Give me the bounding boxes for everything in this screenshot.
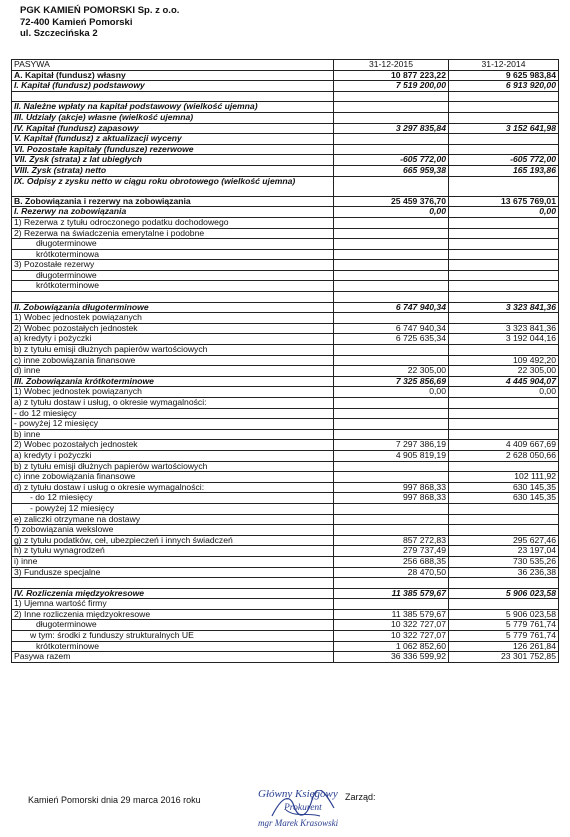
table-row <box>12 155 559 166</box>
row-value-2014 <box>449 281 559 292</box>
table-row <box>12 70 559 81</box>
row-value-2015: 279 737,49 <box>334 546 449 557</box>
row-label: b) z tytułu emisji dłużnych papierów wartościowych <box>12 345 334 356</box>
row-value-2014 <box>449 345 559 356</box>
row-value-2014: -605 772,00 <box>449 155 559 166</box>
table-row <box>12 556 559 567</box>
row-value-2015 <box>334 176 449 196</box>
row-label: c) inne zobowiązania finansowe <box>12 472 334 483</box>
row-label: VIII. Zysk (strata) netto <box>12 165 334 176</box>
row-label: IV. Kapitał (fundusz) zapasowy <box>12 123 334 134</box>
row-value-2015 <box>334 292 449 303</box>
row-value-2014: 3 323 841,36 <box>449 302 559 313</box>
row-value-2015: 4 905 819,19 <box>334 450 449 461</box>
table-row <box>12 123 559 134</box>
row-value-2014 <box>449 217 559 228</box>
table-row <box>12 281 559 292</box>
row-label: 1) Wobec jednostek powiązanych <box>12 313 334 324</box>
table-row <box>12 631 559 642</box>
row-value-2014 <box>449 91 559 102</box>
row-label: b) z tytułu emisji dłużnych papierów wartościowych <box>12 461 334 472</box>
row-label: 2) Inne rozliczenia międzyokresowe <box>12 609 334 620</box>
table-row <box>12 196 559 207</box>
row-label: c) inne zobowiązania finansowe <box>12 355 334 366</box>
row-value-2014 <box>449 112 559 123</box>
row-value-2014: 730 535,26 <box>449 556 559 567</box>
row-label: krótkoterminowe <box>12 641 334 652</box>
table-row <box>12 366 559 377</box>
row-value-2014: 5 906 023,58 <box>449 609 559 620</box>
row-value-2015 <box>334 599 449 610</box>
row-value-2015: 997 868,33 <box>334 482 449 493</box>
table-row <box>12 450 559 461</box>
table-row <box>12 81 559 92</box>
row-value-2015 <box>334 525 449 536</box>
row-label: 2) Rezerwa na świadczenia emerytalne i podobne <box>12 228 334 239</box>
row-label: d) z tytułu dostaw i usług o okresie wymagalności: <box>12 482 334 493</box>
table-row <box>12 620 559 631</box>
row-label: g) z tytułu podatków, ceł, ubezpieczeń i innych świadczeń <box>12 535 334 546</box>
row-value-2015: 10 322 727,07 <box>334 631 449 642</box>
table-row <box>12 207 559 218</box>
row-label <box>12 292 334 303</box>
row-value-2015 <box>334 134 449 145</box>
row-value-2015 <box>334 578 449 589</box>
row-value-2014: 23 197,04 <box>449 546 559 557</box>
row-value-2014: 5 906 023,58 <box>449 588 559 599</box>
row-value-2014: 3 152 641,98 <box>449 123 559 134</box>
row-value-2014: 3 323 841,36 <box>449 323 559 334</box>
row-value-2014: 102 111,92 <box>449 472 559 483</box>
table-row <box>12 239 559 250</box>
row-label: VII. Zysk (strata) z lat ubiegłych <box>12 155 334 166</box>
row-label: V. Kapitał (fundusz) z aktualizacji wyceny <box>12 134 334 145</box>
row-value-2015: 7 325 856,69 <box>334 376 449 387</box>
table-row <box>12 525 559 536</box>
row-value-2014 <box>449 514 559 525</box>
row-value-2014: 36 236,38 <box>449 567 559 578</box>
row-value-2015 <box>334 355 449 366</box>
row-value-2015 <box>334 345 449 356</box>
row-value-2015: 6 725 635,34 <box>334 334 449 345</box>
row-value-2014 <box>449 292 559 303</box>
row-label: III. Udziały (akcje) własne (wielkość ujemna) <box>12 112 334 123</box>
row-value-2014 <box>449 419 559 430</box>
row-value-2015 <box>334 102 449 113</box>
row-value-2015: 0,00 <box>334 207 449 218</box>
table-row <box>12 292 559 303</box>
row-value-2014: 22 305,00 <box>449 366 559 377</box>
row-value-2015 <box>334 228 449 239</box>
row-label: 1) Rezerwa z tytułu odroczonego podatku dochodowego <box>12 217 334 228</box>
row-value-2014: 3 192 044,16 <box>449 334 559 345</box>
row-value-2015 <box>334 503 449 514</box>
row-value-2015 <box>334 429 449 440</box>
table-row <box>12 440 559 451</box>
header-2014: 31-12-2014 <box>449 60 559 71</box>
row-label: A. Kapitał (fundusz) własny <box>12 70 334 81</box>
row-label: IX. Odpisy z zysku netto w ciągu roku obrotowego (wielkość ujemna) <box>12 176 334 196</box>
row-value-2014 <box>449 144 559 155</box>
table-row <box>12 493 559 504</box>
row-value-2015: 0,00 <box>334 387 449 398</box>
row-label: krótkoterminowa <box>12 249 334 260</box>
table-row <box>12 345 559 356</box>
row-value-2014: 5 779 761,74 <box>449 631 559 642</box>
company-header <box>20 5 179 40</box>
stamp-line-1: Główny Księgowy <box>258 788 338 800</box>
table-row <box>12 609 559 620</box>
row-label: 3) Fundusze specjalne <box>12 567 334 578</box>
row-value-2015 <box>334 217 449 228</box>
table-row <box>12 514 559 525</box>
row-label: 2) Wobec pozostałych jednostek <box>12 323 334 334</box>
row-value-2014: 13 675 769,01 <box>449 196 559 207</box>
row-label: IV. Rozliczenia międzyokresowe <box>12 588 334 599</box>
row-label: h) z tytułu wynagrodzeń <box>12 546 334 557</box>
row-value-2014: 630 145,35 <box>449 493 559 504</box>
row-value-2014: 5 779 761,74 <box>449 620 559 631</box>
table-row <box>12 355 559 366</box>
table-row <box>12 387 559 398</box>
row-value-2015: 7 519 200,00 <box>334 81 449 92</box>
table-row <box>12 567 559 578</box>
row-value-2014 <box>449 408 559 419</box>
row-value-2015 <box>334 461 449 472</box>
row-value-2015 <box>334 281 449 292</box>
table-row <box>12 260 559 271</box>
row-label: - do 12 miesięcy <box>12 408 334 419</box>
table-row <box>12 313 559 324</box>
row-value-2014 <box>449 176 559 196</box>
row-label: f) zobowiązania wekslowe <box>12 525 334 536</box>
table-row <box>12 165 559 176</box>
row-label: VI. Pozostałe kapitały (fundusze) rezerwowe <box>12 144 334 155</box>
row-value-2014: 0,00 <box>449 207 559 218</box>
table-row <box>12 599 559 610</box>
row-label: 2) Wobec pozostałych jednostek <box>12 440 334 451</box>
row-value-2014 <box>449 260 559 271</box>
table-row <box>12 419 559 430</box>
row-value-2015: 25 459 376,70 <box>334 196 449 207</box>
table-row <box>12 270 559 281</box>
row-value-2015: 22 305,00 <box>334 366 449 377</box>
table-row <box>12 102 559 113</box>
table-row <box>12 535 559 546</box>
table-row <box>12 334 559 345</box>
row-label: a) kredyty i pożyczki <box>12 334 334 345</box>
row-value-2014: 0,00 <box>449 387 559 398</box>
row-label <box>12 91 334 102</box>
balance-sheet-table <box>11 59 559 663</box>
table-header-row <box>12 60 559 71</box>
row-value-2014 <box>449 270 559 281</box>
row-label: I. Kapitał (fundusz) podstawowy <box>12 81 334 92</box>
row-value-2014: 165 193,86 <box>449 165 559 176</box>
row-label: 3) Pozostałe rezerwy <box>12 260 334 271</box>
row-value-2015 <box>334 419 449 430</box>
table-row <box>12 429 559 440</box>
table-row <box>12 546 559 557</box>
row-value-2014 <box>449 578 559 589</box>
row-value-2015: 11 385 579,67 <box>334 588 449 599</box>
row-value-2015: 10 322 727,07 <box>334 620 449 631</box>
row-value-2015 <box>334 144 449 155</box>
table-row <box>12 134 559 145</box>
row-label: długoterminowe <box>12 239 334 250</box>
table-row <box>12 144 559 155</box>
row-label: II. Należne wpłaty na kapitał podstawowy (wielkość ujemna) <box>12 102 334 113</box>
row-value-2014 <box>449 313 559 324</box>
row-label: długoterminowe <box>12 270 334 281</box>
row-value-2014: 2 628 050,66 <box>449 450 559 461</box>
row-label: I. Rezerwy na zobowiązania <box>12 207 334 218</box>
row-label: B. Zobowiązania i rezerwy na zobowiązania <box>12 196 334 207</box>
row-value-2014: 630 145,35 <box>449 482 559 493</box>
row-value-2014: 295 627,46 <box>449 535 559 546</box>
table-row <box>12 323 559 334</box>
stamp-line-2: Prokurent <box>284 803 322 813</box>
row-value-2014: 4 445 904,07 <box>449 376 559 387</box>
table-body <box>12 60 559 663</box>
row-value-2015: 857 272,83 <box>334 535 449 546</box>
signature-icon <box>268 790 338 824</box>
row-value-2015 <box>334 239 449 250</box>
table-row <box>12 408 559 419</box>
table-row <box>12 176 559 196</box>
row-value-2014 <box>449 429 559 440</box>
row-value-2015 <box>334 249 449 260</box>
table-row <box>12 503 559 514</box>
table-row <box>12 249 559 260</box>
table-row <box>12 398 559 409</box>
row-value-2014 <box>449 249 559 260</box>
row-value-2015 <box>334 260 449 271</box>
table-row <box>12 588 559 599</box>
row-value-2015 <box>334 112 449 123</box>
row-label: b) inne <box>12 429 334 440</box>
row-label: 1) Ujemna wartość firmy <box>12 599 334 610</box>
header-pasywa: PASYWA <box>12 60 334 71</box>
row-label: III. Zobowiązania krótkoterminowe <box>12 376 334 387</box>
row-label: II. Zobowiązania długoterminowe <box>12 302 334 313</box>
row-value-2015 <box>334 91 449 102</box>
row-value-2015: 6 747 940,34 <box>334 302 449 313</box>
row-value-2015 <box>334 472 449 483</box>
place-date: Kamień Pomorski dnia 29 marca 2016 roku <box>28 795 201 805</box>
row-value-2014 <box>449 239 559 250</box>
row-label: Pasywa razem <box>12 652 334 663</box>
table-row <box>12 482 559 493</box>
table-row <box>12 217 559 228</box>
row-value-2015 <box>334 270 449 281</box>
company-street: ul. Szczecińska 2 <box>20 28 98 39</box>
row-value-2015 <box>334 398 449 409</box>
row-label: - powyżej 12 miesięcy <box>12 503 334 514</box>
table-row <box>12 228 559 239</box>
row-value-2015: 1 062 852,60 <box>334 641 449 652</box>
row-value-2015 <box>334 408 449 419</box>
table-row <box>12 302 559 313</box>
table-row <box>12 641 559 652</box>
row-value-2014: 4 409 667,69 <box>449 440 559 451</box>
row-value-2015 <box>334 514 449 525</box>
row-label: krótkoterminowe <box>12 281 334 292</box>
company-name: PGK KAMIEŃ POMORSKI Sp. z o.o. <box>20 5 180 16</box>
row-value-2014: 9 625 983,84 <box>449 70 559 81</box>
table-row <box>12 652 559 663</box>
row-value-2015: 3 297 835,84 <box>334 123 449 134</box>
row-value-2014 <box>449 525 559 536</box>
row-label: a) kredyty i pożyczki <box>12 450 334 461</box>
row-label: e) zaliczki otrzymane na dostawy <box>12 514 334 525</box>
row-label: 1) Wobec jednostek powiązanych <box>12 387 334 398</box>
row-value-2015: 10 877 223,22 <box>334 70 449 81</box>
row-label: i) inne <box>12 556 334 567</box>
board-label: Zarząd: <box>345 792 376 802</box>
row-value-2014 <box>449 461 559 472</box>
row-value-2014: 126 261,84 <box>449 641 559 652</box>
row-value-2014 <box>449 102 559 113</box>
row-value-2015: 256 688,35 <box>334 556 449 567</box>
table-row <box>12 461 559 472</box>
table-row <box>12 112 559 123</box>
row-value-2015: 7 297 386,19 <box>334 440 449 451</box>
table-row <box>12 376 559 387</box>
row-value-2015: 665 959,38 <box>334 165 449 176</box>
row-label: w tym: środki z funduszy strukturalnych UE <box>12 631 334 642</box>
stamp-line-3: mgr Marek Krasowski <box>258 818 339 828</box>
row-label: - powyżej 12 miesięcy <box>12 419 334 430</box>
header-2015: 31-12-2015 <box>334 60 449 71</box>
table-row <box>12 91 559 102</box>
row-value-2015: 11 385 579,67 <box>334 609 449 620</box>
row-value-2014 <box>449 398 559 409</box>
row-label: - do 12 miesięcy <box>12 493 334 504</box>
table-row <box>12 472 559 483</box>
row-label <box>12 578 334 589</box>
row-value-2015: -605 772,00 <box>334 155 449 166</box>
row-value-2014 <box>449 503 559 514</box>
row-value-2015 <box>334 313 449 324</box>
row-label: a) z tytułu dostaw i usług, o okresie wymagalności: <box>12 398 334 409</box>
row-value-2014: 23 301 752,85 <box>449 652 559 663</box>
table-row <box>12 578 559 589</box>
row-value-2014: 109 492,20 <box>449 355 559 366</box>
row-value-2015: 28 470,50 <box>334 567 449 578</box>
row-value-2015: 36 336 599,92 <box>334 652 449 663</box>
row-value-2015: 6 747 940,34 <box>334 323 449 334</box>
row-value-2014 <box>449 134 559 145</box>
row-value-2015: 997 868,33 <box>334 493 449 504</box>
row-label: długoterminowe <box>12 620 334 631</box>
company-postal: 72-400 Kamień Pomorski <box>20 16 133 28</box>
row-value-2014 <box>449 599 559 610</box>
row-label: d) inne <box>12 366 334 377</box>
row-value-2014 <box>449 228 559 239</box>
row-value-2014: 6 913 920,00 <box>449 81 559 92</box>
